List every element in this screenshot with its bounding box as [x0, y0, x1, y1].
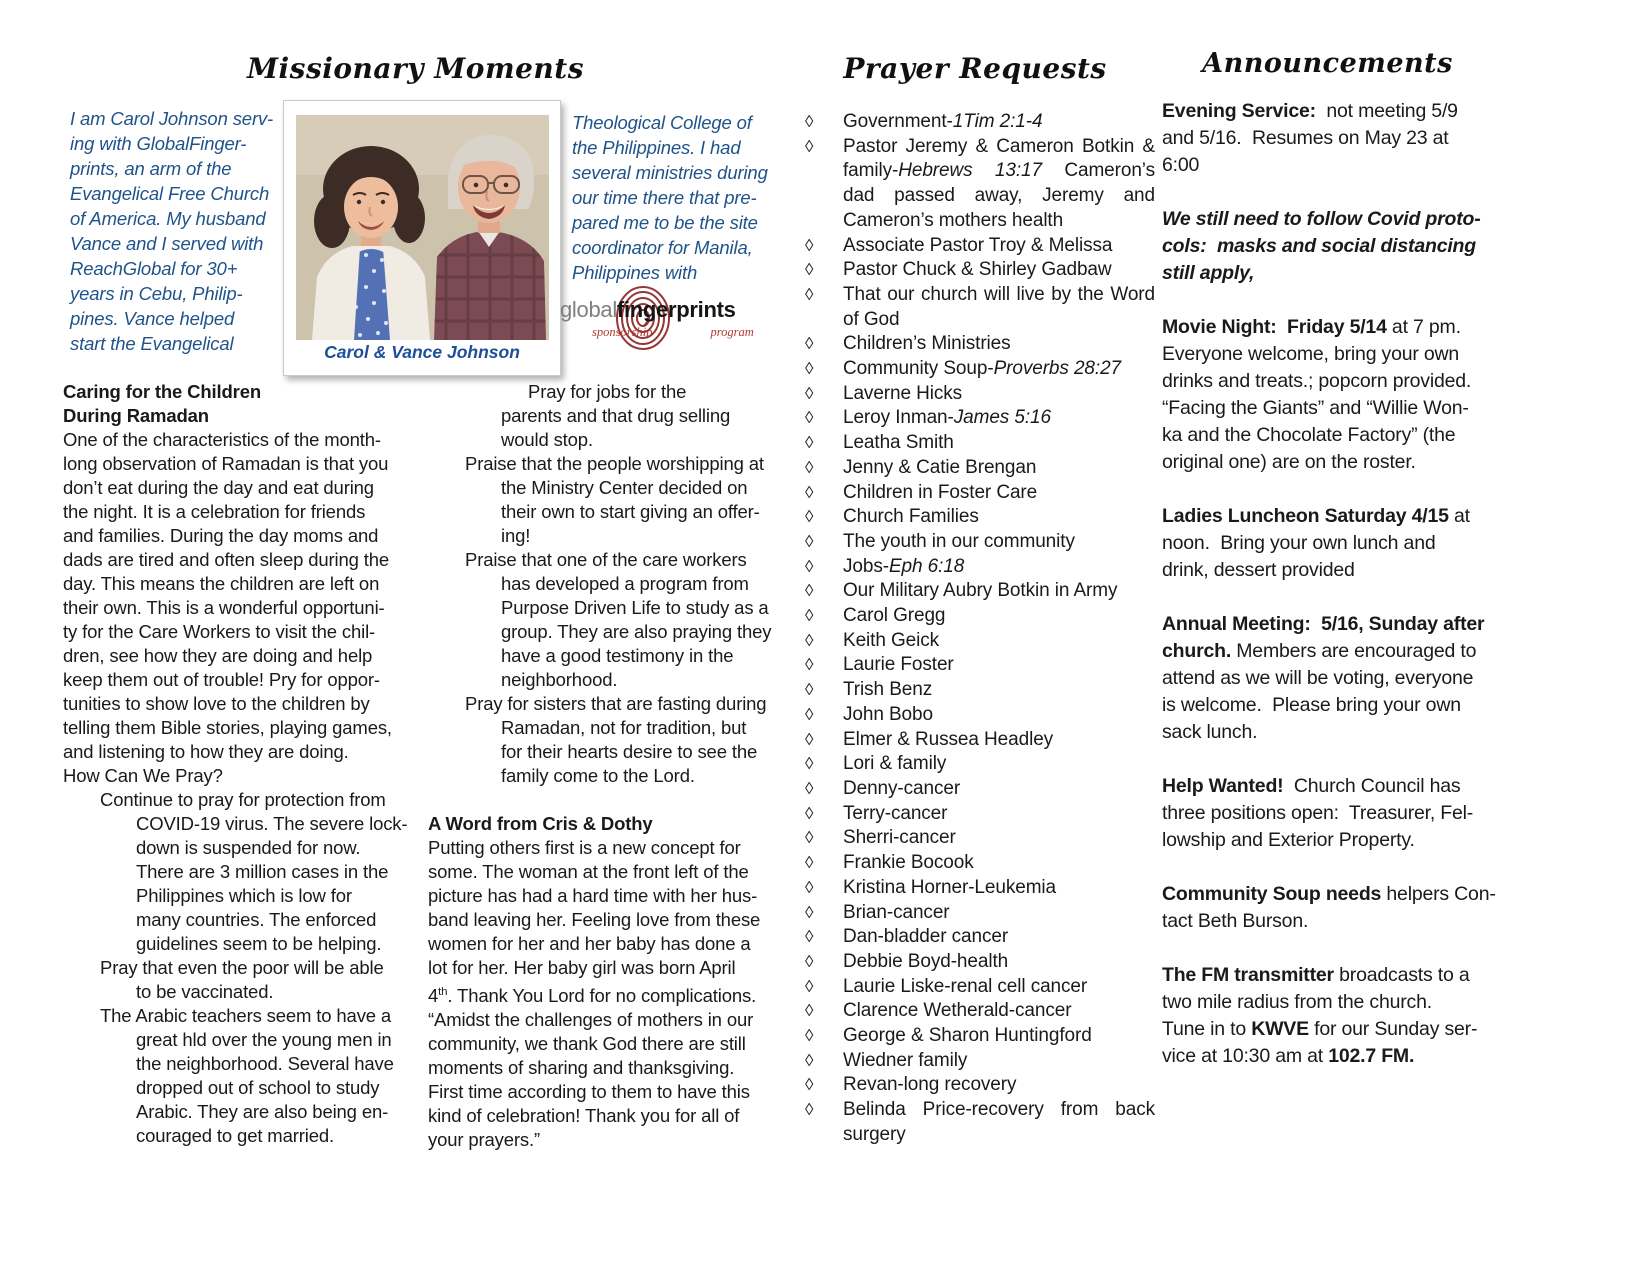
text-line: several ministries during: [572, 162, 768, 183]
diamond-bullet-icon: ◊: [805, 1026, 814, 1046]
heading-line: During Ramadan: [63, 405, 209, 426]
text-line: Community Soup needs helpers Con-: [1162, 883, 1496, 905]
diamond-bullet-icon: ◊: [805, 457, 814, 477]
text-line: dropped out of school to study: [136, 1077, 380, 1098]
prayer-item-text: Children’s Ministries: [843, 333, 1011, 355]
text-line: your prayers.”: [428, 1129, 541, 1151]
text-line: attend as we will be voting, everyone: [1162, 667, 1474, 689]
diamond-bullet-icon: ◊: [805, 507, 814, 527]
prayer-item-text: Elmer & Russea Headley: [843, 728, 1054, 750]
text-line: Philippines with: [572, 262, 698, 283]
prayer-item-text: Frankie Bocook: [843, 852, 974, 874]
text-line: First time according to them to have this: [428, 1081, 750, 1103]
text-line: church. Members are encouraged to: [1162, 640, 1477, 662]
prayer-item: [803, 234, 1155, 259]
prayer-item-text: Community Soup-Proverbs 28:27: [843, 358, 1122, 380]
text-line: dren, see how they are doing and help: [63, 645, 373, 666]
text-line: long observation of Ramadan is that you: [63, 453, 389, 474]
text-line: of America. My husband: [70, 208, 266, 229]
diamond-bullet-icon: ◊: [805, 778, 814, 798]
text-line: ing with GlobalFinger-: [70, 133, 247, 154]
blank-line: [1162, 179, 1500, 206]
prayer-item-text: George & Sharon Huntingford: [843, 1025, 1092, 1047]
prayer-item-text: Trish Benz: [843, 679, 933, 701]
photo-caption: Carol & Vance Johnson: [324, 342, 520, 362]
prayer-item-text: Leatha Smith: [843, 432, 954, 454]
prayer-item-text: Revan-long recovery: [843, 1074, 1017, 1096]
diamond-bullet-icon: ◊: [805, 260, 814, 280]
diamond-bullet-icon: ◊: [805, 1001, 814, 1021]
diamond-bullet-icon: ◊: [805, 1050, 814, 1070]
text-line: has developed a program from: [501, 573, 749, 594]
text-line: moments of sharing and thanksgiving.: [428, 1057, 735, 1079]
text-line: picture has had a hard time with her hus-: [428, 885, 758, 906]
text-line: Movie Night: Friday 5/14 at 7 pm.: [1162, 316, 1461, 338]
prayer-item: [803, 382, 1155, 407]
logo-global-text: global: [560, 297, 617, 322]
prayer-item: [803, 975, 1155, 1000]
prayer-item: [803, 135, 1155, 234]
text-line: Ramadan, not for tradition, but: [501, 717, 747, 738]
missionary-photo-frame: [283, 100, 561, 376]
diamond-bullet-icon: ◊: [805, 976, 814, 996]
diamond-bullet-icon: ◊: [805, 383, 814, 403]
diamond-bullet-icon: ◊: [805, 630, 814, 650]
text-line: cols: masks and social distancing: [1162, 235, 1476, 257]
prayer-item: [803, 332, 1155, 357]
prayer-item: [803, 876, 1155, 901]
text-line: Vance and I served with: [70, 233, 264, 254]
diamond-bullet-icon: ◊: [805, 359, 814, 379]
text-line: our time there that pre-: [572, 187, 757, 208]
diamond-bullet-icon: ◊: [805, 902, 814, 922]
text-line: two mile radius from the church.: [1162, 991, 1432, 1013]
diamond-bullet-icon: ◊: [805, 482, 814, 502]
prayer-item-text: John Bobo: [843, 703, 933, 725]
text-line: prints, an arm of the: [70, 158, 232, 179]
text-line: keep them out of trouble! Pry for oppor-: [63, 669, 380, 690]
prayer-item-text: Lori & family: [843, 753, 947, 775]
text-line: kind of celebration! Thank you for all of: [428, 1105, 740, 1127]
diamond-bullet-icon: ◊: [805, 556, 814, 576]
logo-subtitle: [560, 325, 778, 340]
prayer-item-text: Debbie Boyd-health: [843, 950, 1009, 972]
prayer-item: [803, 752, 1155, 777]
diamond-bullet-icon: ◊: [805, 112, 814, 131]
text-line: family come to the Lord.: [501, 765, 695, 786]
prayer-item-text: The youth in our community: [843, 530, 1075, 552]
text-line: start the Evangelical: [70, 333, 234, 354]
text-line: women for her and her baby has done a: [428, 933, 751, 954]
prayer-item-text: Denny-cancer: [843, 777, 961, 799]
prayer-item-text: Jenny & Catie Brengan: [843, 456, 1037, 478]
text-line: parents and that drug selling: [501, 405, 731, 426]
text-line: coordinator for Manila,: [572, 237, 753, 258]
text-line: have a good testimony in the: [501, 645, 734, 666]
diamond-bullet-icon: ◊: [805, 729, 814, 749]
text-line: day. This means the children are left on: [63, 573, 380, 594]
prayer-item: [803, 950, 1155, 975]
diamond-bullet-icon: ◊: [805, 655, 814, 675]
prayer-item-text: Laverne Hicks: [843, 382, 963, 404]
text-line: the Philippines. I had: [572, 137, 741, 158]
text-line: ka and the Chocolate Factory” (the: [1162, 424, 1456, 446]
prayer-item: [803, 777, 1155, 802]
diamond-bullet-icon: ◊: [805, 581, 814, 601]
prayer-item: [803, 1049, 1155, 1074]
prayer-item: [803, 505, 1155, 530]
text-line: One of the characteristics of the month-: [63, 429, 381, 450]
diamond-bullet-icon: ◊: [805, 680, 814, 700]
prayer-item-text: Children in Foster Care: [843, 481, 1038, 503]
prayer-item: [803, 481, 1155, 506]
prayer-item: [803, 357, 1155, 382]
logo-wordmark: [560, 297, 778, 323]
missionary-intro-left: [70, 106, 285, 356]
diamond-bullet-icon: ◊: [805, 433, 814, 453]
text-line: their own. This is a wonderful opportuni-: [63, 597, 385, 618]
prayer-item: [803, 604, 1155, 629]
diamond-bullet-icon: ◊: [805, 754, 814, 774]
prayer-item-text: Belinda Price-recovery from back surgery: [843, 1099, 1155, 1145]
text-line: Pray for sisters that are fasting during: [465, 693, 767, 714]
text-line: don’t eat during the day and eat during: [63, 477, 374, 498]
missionary-column-2: [428, 380, 780, 1152]
text-line: great hld over the young men in: [136, 1029, 392, 1050]
text-line: drinks and treats.; popcorn provided.: [1162, 370, 1472, 392]
text-line: lowship and Exterior Property.: [1162, 829, 1415, 851]
heading-line: Caring for the Children: [63, 381, 261, 402]
text-line: the neighborhood. Several have: [136, 1053, 394, 1074]
text-line: Evening Service: not meeting 5/9: [1162, 100, 1458, 122]
prayer-item: [803, 406, 1155, 431]
text-line: still apply,: [1162, 262, 1255, 284]
prayer-item-text: Carol Gregg: [843, 605, 946, 627]
prayer-item: [803, 555, 1155, 580]
blank-line: [1162, 854, 1500, 881]
prayer-item-text: Terry-cancer: [843, 802, 948, 824]
prayer-item-text: Church Families: [843, 506, 979, 528]
prayer-item: [803, 925, 1155, 950]
text-line: Purpose Driven Life to study as a: [501, 597, 769, 618]
text-line: vice at 10:30 am at 102.7 FM.: [1162, 1045, 1415, 1067]
text-line: dads are tired and often sleep during the: [63, 549, 390, 570]
text-line: Praise that one of the care workers: [465, 549, 747, 570]
prayer-item-text: Wiedner family: [843, 1049, 968, 1071]
text-line: neighborhood.: [501, 669, 618, 690]
text-line: is welcome. Please bring your own: [1162, 694, 1461, 716]
text-line: “Facing the Giants” and “Willie Won-: [1162, 397, 1469, 419]
diamond-bullet-icon: ◊: [805, 606, 814, 626]
text-line: and listening to how they are doing.: [63, 741, 349, 762]
text-line: The Arabic teachers seem to have a: [100, 1005, 392, 1026]
text-line: The FM transmitter broadcasts to a: [1162, 964, 1470, 986]
text-line: many countries. The enforced: [136, 909, 377, 930]
prayer-item: [803, 901, 1155, 926]
prayer-item: [803, 653, 1155, 678]
prayer-item-text: Jobs-Eph 6:18: [843, 555, 965, 577]
text-line: Praise that the people worshipping at: [465, 453, 764, 474]
announcements-body: [1162, 98, 1500, 1070]
diamond-bullet-icon: ◊: [805, 704, 814, 724]
prayer-item-text: Kristina Horner-Leukemia: [843, 876, 1057, 898]
text-line: Everyone welcome, bring your own: [1162, 343, 1460, 365]
globalfingerprints-logo: [560, 287, 778, 351]
diamond-bullet-icon: ◊: [805, 853, 814, 873]
text-line: would stop.: [501, 429, 593, 450]
blank-line: [1162, 287, 1500, 314]
text-line: the night. It is a celebration for friends: [63, 501, 366, 522]
text-line: guidelines seem to be helping.: [136, 933, 382, 954]
text-line: some. The woman at the front left of the: [428, 861, 749, 882]
diamond-bullet-icon: ◊: [805, 408, 814, 428]
text-line: lot for her. Her baby girl was born April: [428, 957, 736, 978]
prayer-item-text: Leroy Inman-James 5:16: [843, 407, 1051, 429]
blank-line: [1162, 584, 1500, 611]
diamond-bullet-icon: ◊: [805, 877, 814, 897]
text-line: Arabic. They are also being en-: [136, 1101, 389, 1122]
text-line: couraged to get married.: [136, 1125, 334, 1146]
prayer-item-text: Brian-cancer: [843, 901, 950, 923]
blank-line: [1162, 476, 1500, 503]
logo-fingerprints-text: fingerprints: [616, 297, 736, 322]
prayer-item-text: Sherri-cancer: [843, 827, 956, 849]
logo-sponsorship-text: sponsorship: [592, 325, 653, 339]
text-line: community, we thank God there are still: [428, 1033, 746, 1055]
text-line: band leaving her. Feeling love from these: [428, 909, 761, 930]
text-line: telling them Bible stories, playing games,: [63, 717, 392, 738]
text-line: How Can We Pray?: [63, 765, 223, 786]
diamond-bullet-icon: ◊: [805, 951, 814, 971]
prayer-item: [803, 728, 1155, 753]
diamond-bullet-icon: ◊: [805, 803, 814, 823]
text-line: the Ministry Center decided on: [501, 477, 748, 498]
prayer-item-text: That our church will live by the Word of God: [843, 283, 1155, 330]
blank-line: [428, 788, 780, 812]
text-line: Ladies Luncheon Saturday 4/15 at: [1162, 505, 1470, 527]
prayer-item: [803, 1073, 1155, 1098]
text-line: pared me to be the site: [572, 212, 758, 233]
text-line: ing!: [501, 525, 531, 546]
text-line: I am Carol Johnson serv-: [70, 108, 274, 129]
diamond-bullet-icon: ◊: [805, 927, 814, 947]
missionary-couple-photo: [296, 115, 549, 340]
prayer-item: [803, 579, 1155, 604]
prayer-item-text: Pastor Chuck & Shirley Gadbaw: [843, 259, 1112, 281]
blank-line: [1162, 746, 1500, 773]
heading-line: A Word from Cris & Dothy: [428, 813, 653, 834]
text-line: Theological College of: [572, 112, 752, 133]
text-line: tunities to show love to the children by: [63, 693, 370, 714]
prayer-item: [803, 1098, 1155, 1147]
text-line: Pray that even the poor will be able: [100, 957, 384, 978]
text-line: “Amidst the challenges of mothers in our: [428, 1009, 754, 1031]
text-line: pines. Vance helped: [70, 308, 235, 329]
text-line: Help Wanted! Church Council has: [1162, 775, 1461, 797]
diamond-bullet-icon: ◊: [805, 1075, 814, 1095]
text-line: 4th. Thank You Lord for no complications.: [428, 985, 757, 1007]
prayer-item: [803, 456, 1155, 481]
prayer-item-text: Laurie Foster: [843, 654, 954, 676]
missionary-moments-title: Missionary Moments: [247, 52, 584, 85]
prayer-item: [803, 802, 1155, 827]
text-line: for their hearts desire to see the: [501, 741, 758, 762]
prayer-item: [803, 431, 1155, 456]
text-line: their own to start giving an offer-: [501, 501, 760, 522]
text-line: ty for the Care Workers to visit the chil-: [63, 621, 376, 642]
text-line: Pray for jobs for the: [528, 381, 687, 402]
text-line: three positions open: Treasurer, Fel-: [1162, 802, 1474, 824]
prayer-item-text: Clarence Wetherald-cancer: [843, 1000, 1072, 1022]
missionary-column-1: [63, 380, 415, 1148]
prayer-item-text: Laurie Liske-renal cell cancer: [843, 975, 1088, 997]
text-line: noon. Bring your own lunch and: [1162, 532, 1436, 554]
text-line: Tune in to KWVE for our Sunday ser-: [1162, 1018, 1478, 1040]
diamond-bullet-icon: ◊: [805, 284, 814, 304]
text-line: Continue to pray for protection from: [100, 789, 386, 810]
prayer-item: [803, 110, 1155, 135]
text-line: There are 3 million cases in the: [136, 861, 389, 882]
announcements-title: Announcements: [1202, 48, 1453, 79]
diamond-bullet-icon: ◊: [805, 235, 814, 255]
text-line: Evangelical Free Church: [70, 183, 270, 204]
text-line: tact Beth Burson.: [1162, 910, 1309, 932]
prayer-item-text: Associate Pastor Troy & Melissa: [843, 234, 1113, 256]
prayer-item: [803, 629, 1155, 654]
text-line: and families. During the day moms and: [63, 525, 379, 546]
prayer-requests-title: Prayer Requests: [843, 52, 1107, 85]
text-line: drink, dessert provided: [1162, 559, 1355, 581]
prayer-item-text: Our Military Aubry Botkin in Army: [843, 580, 1118, 602]
text-line: COVID-19 virus. The severe lock-: [136, 813, 408, 834]
diamond-bullet-icon: ◊: [805, 1100, 814, 1120]
text-line: down is suspended for now.: [136, 837, 361, 858]
text-line: Annual Meeting: 5/16, Sunday after: [1162, 613, 1485, 635]
blank-line: [1162, 935, 1500, 962]
text-line: Putting others first is a new concept for: [428, 837, 741, 858]
prayer-item-text: Keith Geick: [843, 629, 940, 651]
text-line: and 5/16. Resumes on May 23 at: [1162, 127, 1449, 149]
prayer-item: [803, 999, 1155, 1024]
prayer-item: [803, 678, 1155, 703]
missionary-intro-right: [572, 110, 782, 285]
prayer-item: [803, 703, 1155, 728]
text-line: Philippines which is low for: [136, 885, 352, 906]
prayer-item: [803, 826, 1155, 851]
text-line: to be vaccinated.: [136, 981, 274, 1002]
prayer-item-text: Pastor Jeremy & Cameron Botkin & family-Hebrews 13:17 Cameron’s dad passed away, Jeremy and Cameron’s mothers health: [843, 135, 1155, 231]
diamond-bullet-icon: ◊: [805, 828, 814, 848]
diamond-bullet-icon: ◊: [805, 531, 814, 551]
text-line: We still need to follow Covid proto-: [1162, 208, 1481, 230]
prayer-item-text: Government-1Tim 2:1-4: [843, 111, 1043, 132]
prayer-item: [803, 258, 1155, 283]
prayer-item: [803, 851, 1155, 876]
text-line: group. They are also praying they: [501, 621, 772, 642]
diamond-bullet-icon: ◊: [805, 334, 814, 354]
diamond-bullet-icon: ◊: [805, 136, 814, 156]
prayer-item-text: Dan-bladder cancer: [843, 926, 1009, 948]
prayer-item: [803, 283, 1155, 332]
text-line: years in Cebu, Philip-: [70, 283, 243, 304]
text-line: ReachGlobal for 30+: [70, 258, 238, 279]
text-line: sack lunch.: [1162, 721, 1258, 743]
logo-program-text: program: [710, 325, 754, 339]
prayer-request-list: [803, 110, 1155, 1148]
prayer-item: [803, 1024, 1155, 1049]
text-line: 6:00: [1162, 154, 1200, 176]
prayer-item: [803, 530, 1155, 555]
text-line: original one) are on the roster.: [1162, 451, 1416, 473]
